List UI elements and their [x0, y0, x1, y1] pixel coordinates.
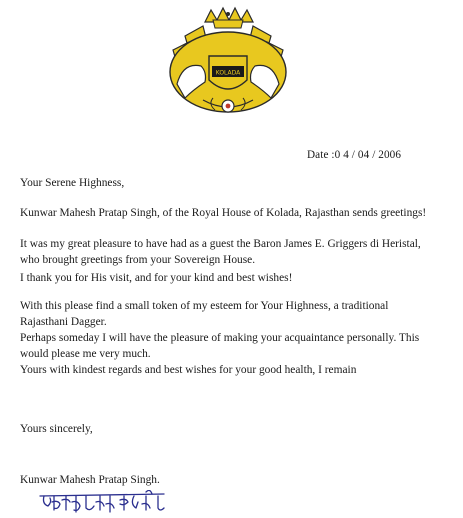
- letter-date: Date :0 4 / 04 / 2006: [307, 149, 402, 161]
- paragraph-guest: [20, 237, 460, 268]
- crown-icon: [205, 8, 253, 28]
- paragraph-line: Rajasthani Dagger.: [20, 315, 107, 328]
- paragraph-gift: [20, 299, 460, 330]
- paragraph-line: Yours with kindest regards and best wishes for your good health, I remain: [20, 364, 357, 376]
- crest-emblem: [163, 6, 293, 118]
- paragraph-line: Kunwar Mahesh Pratap Singh, of the Royal House of Kolada, Rajasthan sends greetings!: [20, 207, 427, 219]
- handwritten-signature: [38, 490, 168, 516]
- paragraph-line: Perhaps someday I will have the pleasure of making your acquaintance personally. This: [20, 332, 420, 344]
- paragraph-acquaintance: [20, 331, 460, 362]
- paragraph-line: who brought greetings from your Sovereign House.: [20, 253, 256, 266]
- paragraph-greetings: [20, 206, 460, 222]
- paragraph-line: I thank you for His visit, and for your kind and best wishes!: [20, 272, 293, 284]
- shield-text: KOLADA: [215, 69, 241, 77]
- salutation: Your Serene Highness,: [20, 177, 125, 189]
- signer-name: Kunwar Mahesh Pratap Singh.: [20, 474, 160, 486]
- paragraph-thanks: [20, 271, 460, 287]
- closing-line: Yours sincerely,: [20, 423, 93, 435]
- paragraph-line: With this please find a small token of my esteem for Your Highness, a traditional: [20, 300, 389, 312]
- paragraph-line: would please me very much.: [20, 347, 151, 360]
- shield-icon: [209, 56, 247, 89]
- paragraph-regards: [20, 363, 460, 379]
- paragraph-line: It was my great pleasure to have had as a guest the Baron James E. Griggers di Heristal,: [20, 238, 421, 250]
